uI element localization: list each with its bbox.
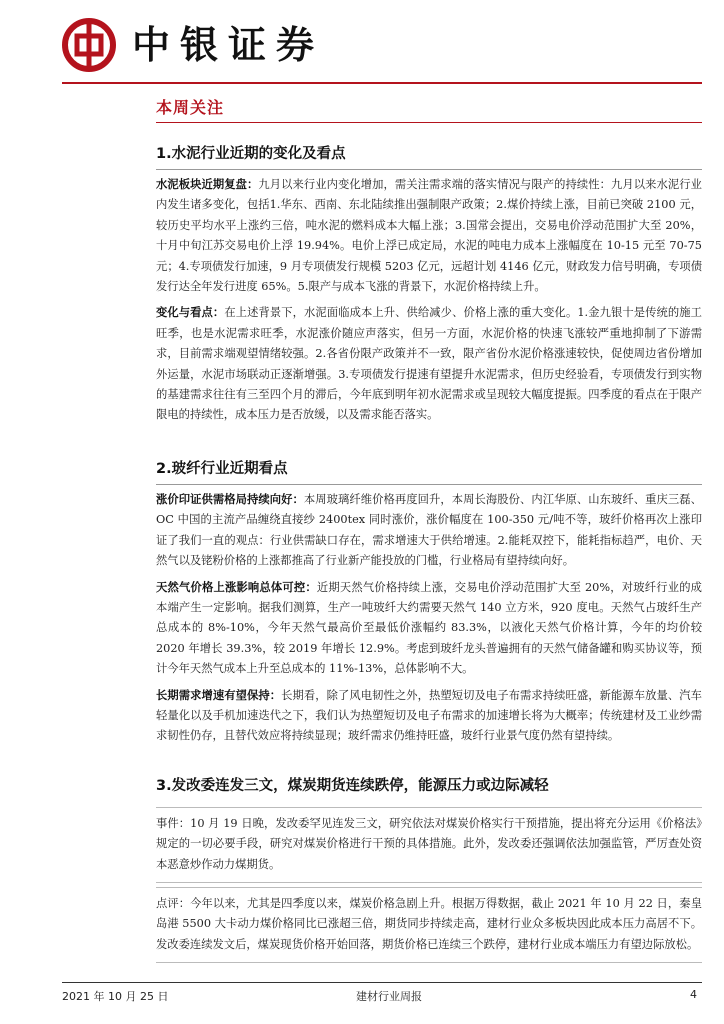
page-number: 4 (690, 988, 697, 1001)
footer-divider (62, 982, 702, 983)
section-title: 本周关注 (156, 98, 225, 117)
footer-title: 建材行业周报 (356, 990, 422, 1003)
report-header (62, 10, 702, 80)
event-box (156, 807, 702, 883)
footer-date: 2021 年 10 月 25 日 (62, 990, 169, 1003)
text-cement-review: 九月以来行业内变化增加，需关注需求端的落实情况与限产的持续性：九月以来水泥行业内发生诸多变化，包括1.华东、西南、东北陆续推出强制限产政策；2.煤价持续上涨，目前已突破 2100 元，较历史平均水平上涨约三倍，吨水泥的燃料成本大幅上涨；3.国常会提出，交易电价浮动范围扩大至 20%，十月中旬江苏交易电价上浮 19.94%。电价上浮已成定局，水泥的吨电力成本上涨幅度在 10-15 元至 70-75 元；4.专项债发行加速，9 月专项债发行规模 5203 亿元，远超计划 4146 亿元，财政发力信号明确，专项债发行达全年发行进度 65%。5.限产与成本飞涨的背景下，水泥价格持续上升。 (156, 178, 702, 294)
paragraph-cement-outlook (156, 303, 702, 425)
label-cement-outlook: 变化与看点： (156, 306, 225, 320)
bank-of-china-logo-icon (62, 18, 116, 72)
paragraph-fiber-gas (156, 578, 702, 680)
label-fiber-gas: 天然气价格上涨影响总体可控： (156, 580, 317, 594)
text-fiber-demand: 长期看，除了风电韧性之外，热塑短切及电子布需求持续旺盛，新能源车放量、汽车轻量化以及手机加速迭代之下，我们认为热塑短切及电子布需求的加速增长将为大概率；传统建材及工业纱需求韧性仍存，且替代效应将持续显现；玻纤需求仍维持旺盛，玻纤行业景气度仍然有望持续。 (156, 688, 702, 743)
header-divider (62, 82, 702, 84)
paragraph-coal-comment: 点评：今年以来，尤其是四季度以来，煤炭价格急剧上升。根据万得数据，截止 2021 年 10 月 22 日，秦皇岛港 5500 大卡动力煤价格同比已涨超三倍，期货同步持续走高，建材行业众多板块因此成本压力高居不下。发改委连续发文后，煤炭现货价格开始回落，期货价格已连续三个跌停，建材行业成本端压力有望边际放松。 (156, 896, 702, 951)
text-cement-outlook: 在上述背景下，水泥面临成本上升、供给减少、价格上涨的重大变化。1.金九银十是传统的施工旺季，也是水泥需求旺季，水泥涨价随应声落实，但另一方面，水泥价格的快速飞涨较严重地抑制了下游需求，目前需求端观望情绪较强。2.各省份限产政策并不一致，限产省份水泥价格涨速较快，促使周边省份增加外运量，水泥市场联动正逐渐增强。3.专项债发行提速有望提升水泥需求，但历史经验看，专项债发行到实物的基建需求往往有三至四个月的滞后，今年底到明年初水泥需求或呈现较大幅度提振。四季度的看点在于限产限电的持续性，成本压力是否放缓，以及需求能否落实。 (156, 306, 702, 422)
comment-box (156, 887, 702, 963)
report-body (156, 140, 702, 963)
heading-coal: 3.发改委连发三文，煤炭期货连续跌停，能源压力或边际减轻 (156, 777, 549, 794)
heading-cement-rule (156, 169, 702, 170)
heading-cement: 1.水泥行业近期的变化及看点 (156, 146, 346, 162)
heading-glass-fiber: 2.玻纤行业近期看点 (156, 460, 288, 477)
paragraph-fiber-price (156, 490, 702, 572)
heading-glass-fiber-rule (156, 484, 702, 485)
text-fiber-gas: 近期天然气价格持续上涨，交易电价浮动范围扩大至 20%，对玻纤行业的成本端产生一定影响。据我们测算，生产一吨玻纤大约需要天然气 140 立方米，920 度电。天然气占玻纤生产总成本的 8%-10%，今年天然气最高价至最低价涨幅约 83.3%，以液化天然气价格计算，今年的均价较 2020 年增长 39.3%，较 2019 年增长 12.9%。考虑到玻纤龙头普遍拥有的天然气储备罐和购买协议等，预计今年天然气成本上升至总成本的 11%-13%，总体影响不大。 (156, 580, 702, 676)
text-fiber-price: 本周玻璃纤维价格再度回升，本周长海股份、内江华原、山东玻纤、重庆三磊、OC 中国的主流产品缠绕直接纱 2400tex 同时涨价，涨价幅度在 100-350 元/吨不等，玻纤价格再次上涨印证了我们一直的观点：行业供需缺口存在，需求增速大于供给增速。2.能耗双控下，能耗指标趋严，电价、天然气以及铑粉价格的上涨都推高了行业新产能投放的门槛，行业格局有望持续向好。 (156, 492, 702, 568)
section-divider (156, 122, 702, 123)
label-fiber-price: 涨价印证供需格局持续向好： (156, 492, 304, 506)
label-cement-review: 水泥板块近期复盘： (156, 178, 259, 191)
brand-name: 中银证券 (132, 22, 325, 67)
paragraph-cement-review (156, 175, 702, 297)
paragraph-fiber-demand (156, 686, 702, 747)
label-fiber-demand: 长期需求增速有望保持： (156, 688, 282, 702)
paragraph-coal-event: 事件：10 月 19 日晚，发改委罕见连发三文，研究依法对煤炭价格实行干预措施，提出将充分运用《价格法》规定的一切必要手段，研究对煤炭价格进行干预的具体措施。此外，发改委还强调依法加强监管，严厉查处资本恶意炒作动力煤期货。 (156, 816, 702, 871)
